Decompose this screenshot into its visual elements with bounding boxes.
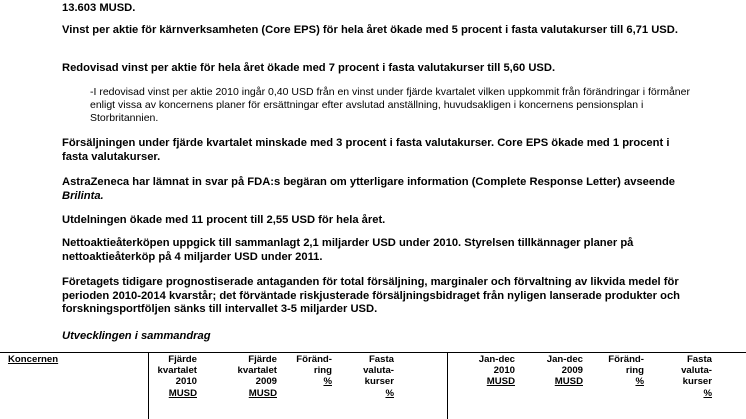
header-jandec-2009: Jan-dec 2009 MUSD	[546, 354, 583, 388]
brilinta-name: Brilinta.	[62, 189, 104, 202]
paragraph-pension-note: -I redovisad vinst per aktie 2010 ingår 0,40 USD från en vinst under fjärde kvartalet vilken uppkommit från förändringar i förmåner enligt vissa av koncernens planer för ersättningar efter avslutad anställning, huvudsakligen i koncernens pensionsplan i Storbritannien.	[90, 86, 690, 124]
paragraph-dividend: Utdelningen ökade med 11 procent till 2,55 USD för hela året.	[62, 214, 386, 226]
header-cer-year: Fasta valuta- kurser %	[681, 354, 712, 399]
header-q4-2010: Fjärde kvartalet 2010 MUSD	[157, 354, 197, 399]
paragraph-cut-top: 13.603 MUSD.	[62, 2, 136, 14]
header-change-q4: Föränd- ring %	[296, 354, 332, 388]
summary-table	[0, 351, 746, 419]
paragraph-fda	[62, 176, 682, 203]
paragraph-fda-text: AstraZeneca har lämnat in svar på FDA:s begäran om ytterligare information (Complete Response Letter) avseende	[62, 176, 675, 188]
paragraph-core-eps: Vinst per aktie för kärnverksamheten (Core EPS) för hela året ökade med 5 procent i fasta valutakurser till 6,71 USD.	[62, 24, 678, 36]
section-heading-summary: Utvecklingen i sammandrag	[62, 330, 211, 342]
header-change-year: Föränd- ring %	[608, 354, 644, 388]
row-label-koncernen: Koncernen	[8, 354, 59, 365]
paragraph-q4-sales: Försäljningen under fjärde kvartalet minskade med 3 procent i fasta valutakurser. Core EPS ökade med 1 procent i fasta valutakurser.	[62, 137, 670, 163]
header-cer-q4: Fasta valuta- kurser %	[363, 354, 394, 399]
header-jandec-2010: Jan-dec 2010 MUSD	[478, 354, 515, 388]
header-q4-2009: Fjärde kvartalet 2009 MUSD	[237, 354, 277, 399]
paragraph-reported-eps: Redovisad vinst per aktie för hela året ökade med 7 procent i fasta valutakurser till 5,60 USD.	[62, 62, 556, 74]
paragraph-buyback: Nettoaktieåterköpen uppgick till sammanlagt 2,1 miljarder USD under 2010. Styrelsen tillkännager planer på nettoaktieåterköp på 4 miljarder USD under 2011.	[62, 237, 634, 263]
paragraph-guidance: Företagets tidigare prognostiserade antaganden för total försäljning, marginaler och förvaltning av likvida medel för perioden 2010-2014 kvarstår; det förväntade riskjusterade försäljningsbidraget från nyligen lanserade produkter och forskningsportföljen sänks till intervallet 3-5 miljarder USD.	[62, 276, 681, 316]
